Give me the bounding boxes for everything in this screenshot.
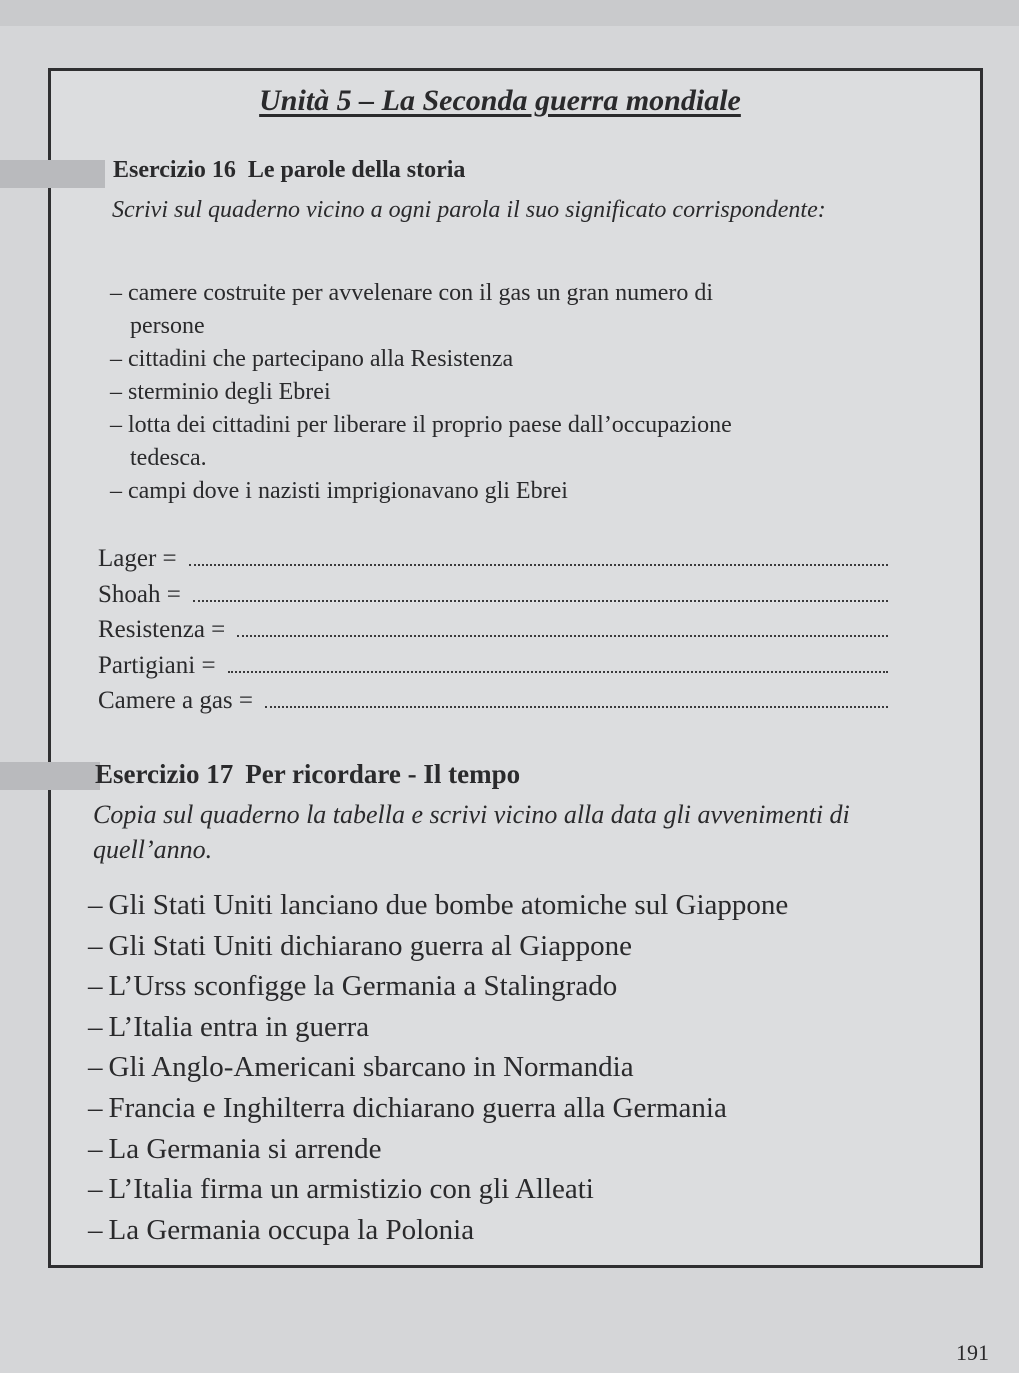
term-label: Lager = <box>98 545 177 572</box>
definition-list <box>110 277 900 508</box>
term-list <box>98 545 888 723</box>
exercise-17-number: Esercizio 17 <box>95 759 234 789</box>
event-item: – L’Italia firma un armistizio con gli Alleati <box>88 1173 594 1206</box>
exercise-17-tab <box>0 762 100 790</box>
term-label: Shoah = <box>98 580 181 608</box>
definition-item: – campi dove i nazisti imprigionavano gli Ebrei <box>110 478 568 504</box>
definition-item: – cittadini che partecipano alla Resistenza <box>110 346 514 372</box>
exercise-17-instruction: Copia sul quaderno la tabella e scrivi vicino alla data gli avvenimenti di quell’anno. <box>93 800 850 865</box>
event-item: – Gli Anglo-Americani sbarcano in Normandia <box>88 1051 634 1084</box>
event-item: – La Germania occupa la Polonia <box>88 1213 475 1246</box>
term-label: Partigiani = <box>98 651 216 679</box>
event-item: – L’Italia entra in guerra <box>88 1010 370 1043</box>
top-band <box>0 0 1019 26</box>
term-row-camere-a-gas <box>98 687 888 723</box>
term-label: Resistenza = <box>98 616 226 643</box>
page-number: 191 <box>956 1340 989 1365</box>
event-item: – La Germania si arrende <box>88 1132 382 1165</box>
exercise-17-title: Per ricordare - Il tempo <box>245 759 521 789</box>
event-list <box>88 885 968 1250</box>
event-item: – Gli Stati Uniti dichiarano guerra al Giappone <box>88 929 632 962</box>
term-row-resistenza <box>98 616 888 652</box>
answer-line <box>228 653 888 673</box>
exercise-16-title: Le parole della storia <box>247 157 466 183</box>
event-item: – L’Urss sconfigge la Germania a Stalingrado <box>88 970 618 1003</box>
term-row-lager <box>98 545 888 581</box>
answer-line <box>265 688 888 708</box>
definition-item: – camere costruite per avvelenare con il gas un gran numero di persone <box>110 280 714 339</box>
term-label: Camere a gas = <box>98 687 254 714</box>
answer-line <box>193 582 888 602</box>
exercise-16-number: Esercizio 16 <box>113 157 236 183</box>
answer-line <box>237 617 888 637</box>
event-item: – Gli Stati Uniti lanciano due bombe atomiche sul Giappone <box>88 889 789 921</box>
unit-title: Unità 5 – La Seconda guerra mondiale <box>259 84 741 117</box>
exercise-17-heading <box>95 759 520 790</box>
exercise-16-tab <box>0 160 105 188</box>
event-item: – Francia e Inghilterra dichiarano guerra alla Germania <box>88 1091 727 1124</box>
term-row-shoah <box>98 581 888 617</box>
exercise-16-heading <box>113 157 465 184</box>
term-row-partigiani <box>98 652 888 688</box>
exercise-16-instruction: Scrivi sul quaderno vicino a ogni parola il suo significato corrispondente: <box>112 197 826 223</box>
definition-item: – lotta dei cittadini per liberare il proprio paese dall’occupazione tedesca. <box>110 412 732 471</box>
answer-line <box>189 546 888 566</box>
definition-item: – sterminio degli Ebrei <box>110 379 331 405</box>
